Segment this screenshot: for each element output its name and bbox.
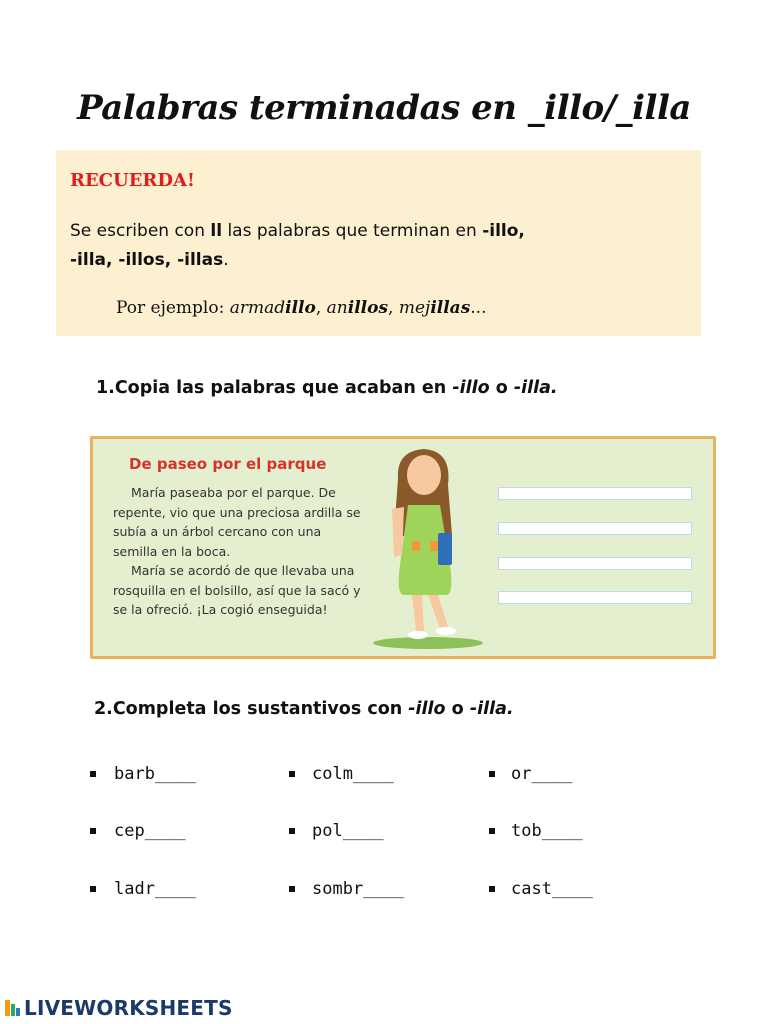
answer-line-2[interactable] — [498, 522, 692, 535]
bullet-icon — [489, 771, 495, 777]
question-1: 1.Copia las palabras que acaban en -illo o -illa. — [96, 378, 558, 398]
answer-line-4[interactable] — [498, 591, 692, 604]
bullet-icon — [489, 828, 495, 834]
reminder-heading: RECUERDA! — [70, 170, 195, 191]
bullet-icon — [90, 828, 96, 834]
bullet-icon — [489, 886, 495, 892]
bullet-icon — [289, 886, 295, 892]
word-item[interactable]: cep____ — [114, 821, 186, 841]
answer-line-1[interactable] — [498, 487, 692, 500]
bullet-icon — [289, 828, 295, 834]
example-2: anillos — [326, 298, 389, 318]
question-2: 2.Completa los sustantivos con -illo o -illa. — [94, 699, 514, 719]
bullet-icon — [90, 886, 96, 892]
answer-line-3[interactable] — [498, 557, 692, 570]
reminder-box — [56, 150, 701, 336]
bullet-icon — [90, 771, 96, 777]
girl-illustration — [368, 445, 496, 651]
example-1: armadillo — [229, 298, 316, 318]
word-item[interactable]: ladr____ — [114, 879, 196, 899]
bullet-icon — [289, 771, 295, 777]
reminder-rule: Se escriben con ll las palabras que terminan en -illo, -illa, -illos, -illas. — [70, 221, 525, 270]
logo-text: LIVEWORKSHEETS — [24, 996, 233, 1020]
liveworksheets-logo-icon — [4, 998, 22, 1018]
story-text — [113, 483, 363, 620]
word-item[interactable]: colm____ — [312, 764, 394, 784]
word-item[interactable]: pol____ — [312, 821, 384, 841]
story-paragraph-2: María se acordó de que llevaba una rosquilla en el bolsillo, así que la sacó y se la ofreció. ¡La cogió enseguida! — [113, 563, 361, 617]
reminder-examples: Por ejemplo: armadillo, anillos, mejillas... — [116, 298, 487, 318]
word-item[interactable]: tob____ — [511, 821, 583, 841]
word-item[interactable]: or____ — [511, 764, 573, 784]
example-3: mejillas — [398, 298, 471, 318]
page-title: Palabras terminadas en _illo/_illa — [77, 88, 691, 128]
word-item[interactable]: barb____ — [114, 764, 196, 784]
story-panel — [90, 436, 716, 659]
liveworksheets-logo[interactable] — [4, 996, 233, 1020]
word-item[interactable]: cast____ — [511, 879, 593, 899]
word-item[interactable]: sombr____ — [312, 879, 405, 899]
story-paragraph-1: María paseaba por el parque. De repente, vio que una preciosa ardilla se subía a un árbol cercano con una semilla en la boca. — [113, 485, 361, 559]
story-title: De paseo por el parque — [129, 455, 327, 473]
